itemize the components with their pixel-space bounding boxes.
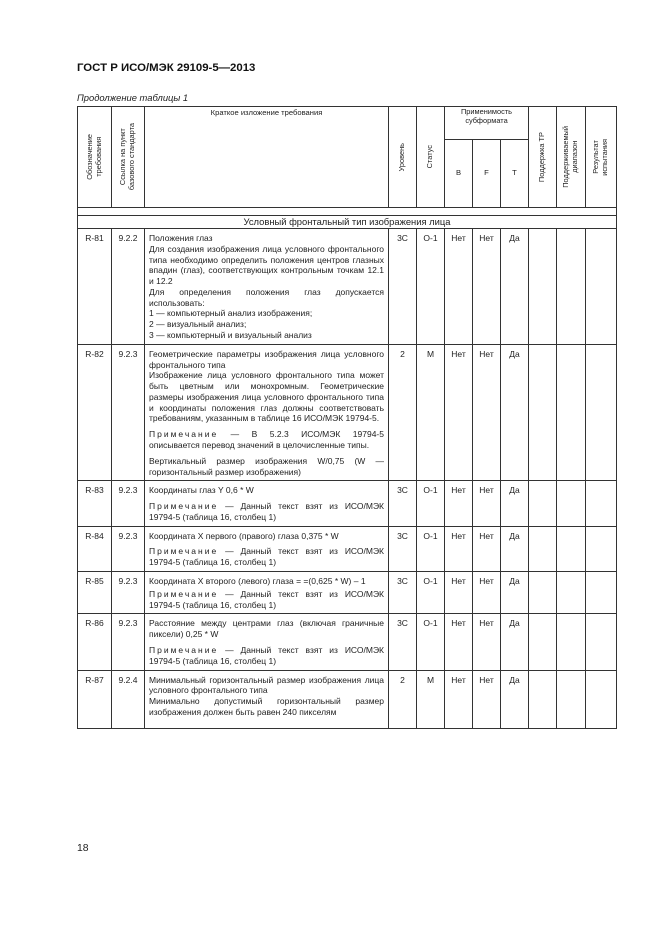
- row-status: O-1: [417, 481, 445, 526]
- row-range: [557, 481, 586, 526]
- row-support: [529, 344, 557, 481]
- row-support: [529, 572, 557, 614]
- table-caption: Продолжение таблицы 1: [77, 92, 189, 103]
- row-t: Да: [501, 228, 529, 344]
- row-ref: 9.2.2: [112, 228, 145, 344]
- requirements-table: [77, 106, 617, 729]
- row-result: [586, 670, 617, 728]
- row-result: [586, 614, 617, 670]
- row-range: [557, 614, 586, 670]
- row-id: R-84: [78, 526, 112, 571]
- row-t: Да: [501, 614, 529, 670]
- row-id: R-85: [78, 572, 112, 614]
- row-id: R-81: [78, 228, 112, 344]
- row-f: Нет: [473, 481, 501, 526]
- section-title: Условный фронтальный тип изображения лица: [78, 216, 617, 229]
- row-description: Координаты глаз Y 0,6 * W Примечание — Данный текст взят из ИСО/МЭК 19794-5 (таблица 16, столбец 1): [145, 481, 389, 526]
- row-status: M: [417, 344, 445, 481]
- row-level: 3C: [389, 481, 417, 526]
- table-row: [78, 526, 617, 571]
- row-ref: 9.2.3: [112, 526, 145, 571]
- row-ref: 9.2.4: [112, 670, 145, 728]
- row-support: [529, 614, 557, 670]
- row-b: Нет: [445, 572, 473, 614]
- row-ref: 9.2.3: [112, 572, 145, 614]
- row-f: Нет: [473, 572, 501, 614]
- row-status: O-1: [417, 614, 445, 670]
- row-b: Нет: [445, 670, 473, 728]
- col-sub-f-header: F: [473, 139, 501, 207]
- row-t: Да: [501, 481, 529, 526]
- row-b: Нет: [445, 526, 473, 571]
- table-row: [78, 228, 617, 344]
- row-t: Да: [501, 572, 529, 614]
- row-level: 3C: [389, 614, 417, 670]
- row-f: Нет: [473, 614, 501, 670]
- row-b: Нет: [445, 344, 473, 481]
- row-support: [529, 481, 557, 526]
- document-header: ГОСТ Р ИСО/МЭК 29109-5—2013: [77, 62, 256, 74]
- col-range-header: Поддерживаемый диапазон: [557, 107, 586, 208]
- row-t: Да: [501, 344, 529, 481]
- row-description: Координата X второго (левого) глаза = =(0,625 * W) – 1 Примечание — Данный текст взят из ИСО/МЭК 19794-5 (таблица 16, столбец 1): [145, 572, 389, 614]
- row-status: O-1: [417, 526, 445, 571]
- row-result: [586, 572, 617, 614]
- table-row: [78, 670, 617, 728]
- row-b: Нет: [445, 481, 473, 526]
- row-range: [557, 572, 586, 614]
- row-support: [529, 670, 557, 728]
- row-result: [586, 228, 617, 344]
- row-f: Нет: [473, 228, 501, 344]
- row-level: 3C: [389, 526, 417, 571]
- row-range: [557, 526, 586, 571]
- row-range: [557, 670, 586, 728]
- col-result-header: Результат испытания: [586, 107, 617, 208]
- col-applicability-header: Применимость субформата: [445, 107, 529, 140]
- row-b: Нет: [445, 614, 473, 670]
- row-description: Координата X первого (правого) глаза 0,375 * W Примечание — Данный текст взят из ИСО/МЭК 19794-5 (таблица 16, столбец 1): [145, 526, 389, 571]
- row-support: [529, 228, 557, 344]
- row-result: [586, 481, 617, 526]
- row-f: Нет: [473, 344, 501, 481]
- row-f: Нет: [473, 670, 501, 728]
- row-id: R-82: [78, 344, 112, 481]
- row-t: Да: [501, 526, 529, 571]
- row-t: Да: [501, 670, 529, 728]
- row-level: 3C: [389, 228, 417, 344]
- col-summary-header: Краткое изложение требования: [145, 107, 389, 208]
- col-status-header: Статус: [417, 107, 445, 208]
- table-row: [78, 344, 617, 481]
- row-status: O-1: [417, 572, 445, 614]
- col-level-header: Уровень: [389, 107, 417, 208]
- row-range: [557, 228, 586, 344]
- row-b: Нет: [445, 228, 473, 344]
- row-result: [586, 344, 617, 481]
- row-ref: 9.2.3: [112, 344, 145, 481]
- page-number: 18: [77, 843, 89, 854]
- row-support: [529, 526, 557, 571]
- table-row: [78, 614, 617, 670]
- row-f: Нет: [473, 526, 501, 571]
- col-reference-header: Ссылка на пункт базового стандарта: [112, 107, 145, 208]
- row-status: O-1: [417, 228, 445, 344]
- row-level: 3C: [389, 572, 417, 614]
- col-sub-b-header: B: [445, 139, 473, 207]
- row-ref: 9.2.3: [112, 481, 145, 526]
- row-ref: 9.2.3: [112, 614, 145, 670]
- row-range: [557, 344, 586, 481]
- col-designation-header: Обозначение требования: [78, 107, 112, 208]
- row-id: R-83: [78, 481, 112, 526]
- row-id: R-87: [78, 670, 112, 728]
- row-result: [586, 526, 617, 571]
- table-row: [78, 572, 617, 614]
- col-sub-t-header: T: [501, 139, 529, 207]
- row-description: Геометрические параметры изображения лица условного фронтального типа Изображение лица условного фронтального типа может быть цветным или монохромным. Геометрические размеры изображения лица условного фронтального типа и координаты положения глаз должны соответствовать требованиям, указанным в таблице 16 ИСО/МЭК 19794-5. Примечание — В 5.2.3 ИСО/МЭК 19794-5 описывается перевод значений в целочисленные типы. Вертикальный размер изображения W/0,75 (W — горизонтальный размер изображения): [145, 344, 389, 481]
- row-id: R-86: [78, 614, 112, 670]
- row-status: M: [417, 670, 445, 728]
- table-row: [78, 481, 617, 526]
- row-description: Минимальный горизонтальный размер изображения лица условного фронтального типа Минимально допустимый горизонтальный размер изображения должен быть равен 240 пикселям: [145, 670, 389, 728]
- row-level: 2: [389, 670, 417, 728]
- row-description: Расстояние между центрами глаз (включая граничные пиксели) 0,25 * W Примечание — Данный текст взят из ИСО/МЭК 19794-5 (таблица 16, столбец 1): [145, 614, 389, 670]
- col-support-header: Поддержка ТР: [529, 107, 557, 208]
- row-level: 2: [389, 344, 417, 481]
- row-description: Положения глаз Для создания изображения лица условного фронтального типа необходимо определить положения центров глазных впадин (глаз), соответствующих контрольным точкам 12.1 и 12.2 Для определения положения глаз допускается использовать: 1 — компьютерный анализ изображения; 2 — визуальный анализ; 3 — компьютерный и визуальный анализ: [145, 228, 389, 344]
